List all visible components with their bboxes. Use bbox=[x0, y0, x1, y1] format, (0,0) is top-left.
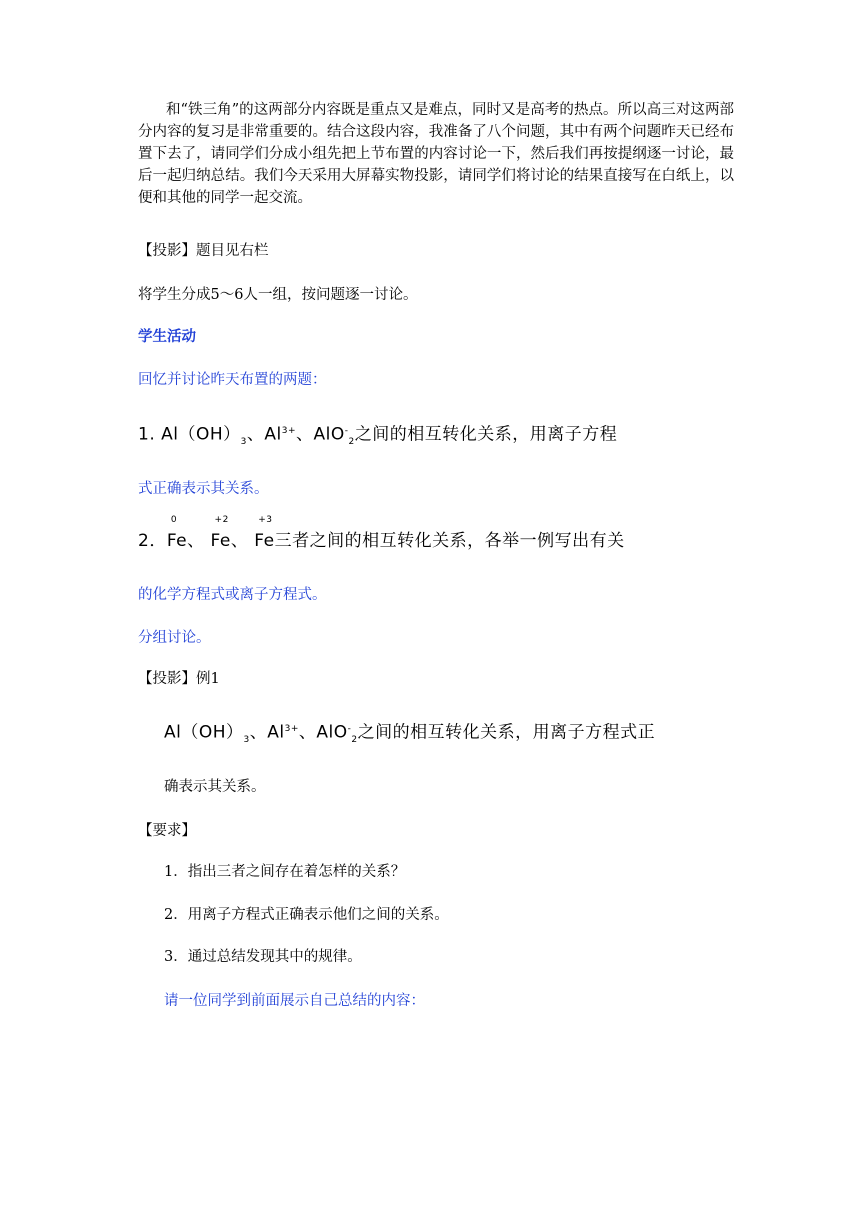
q1-sub-2: 2 bbox=[348, 437, 355, 448]
fe-plus2-text: Fe bbox=[210, 531, 231, 551]
q1-sup-3plus: 3+ bbox=[281, 426, 297, 436]
ex1-sup-minus: - bbox=[347, 724, 352, 734]
q1-number: 1. bbox=[138, 424, 162, 445]
q2-sep-1: 、 bbox=[187, 531, 211, 551]
group-discussion-note: 分组讨论。 bbox=[138, 630, 211, 646]
question-1-continuation: 式正确表示其关系。 bbox=[138, 481, 269, 497]
fe-0-oxidation-state: 0 bbox=[170, 515, 178, 525]
example-1-line bbox=[164, 718, 760, 751]
q1-al-oh: Al（OH） bbox=[161, 424, 241, 445]
q1-sup-minus: - bbox=[344, 426, 349, 436]
question-2-continuation: 的化学方程式或离子方程式。 bbox=[138, 587, 327, 603]
ex1-sup-3plus: 3+ bbox=[284, 724, 299, 734]
q1-sub-3: 3 bbox=[240, 437, 247, 448]
student-activity-heading: 学生活动 bbox=[138, 328, 196, 345]
fe-plus3-oxidation-state: +3 bbox=[258, 515, 273, 525]
requirement-item-3: 3．通过总结发现其中的规律。 bbox=[164, 949, 362, 965]
fe-plus2-symbol bbox=[210, 515, 231, 552]
grouping-instruction: 将学生分成5～6人一组，按问题逐一讨论。 bbox=[138, 287, 418, 303]
fe-0-symbol bbox=[166, 515, 188, 552]
q1-sep-1: 、 bbox=[246, 424, 265, 445]
recall-instruction: 回忆并讨论昨天布置的两题： bbox=[138, 372, 327, 388]
question-1-line bbox=[138, 420, 734, 453]
example-1-continuation: 确表示其关系。 bbox=[164, 779, 266, 795]
invite-student-note: 请一位同学到前面展示自己总结的内容： bbox=[164, 993, 425, 1009]
requirement-item-2: 2．用离子方程式正确表示他们之间的关系。 bbox=[164, 907, 449, 923]
ex1-sep-2: 、 bbox=[298, 722, 317, 743]
projection-note: 【投影】题目见右栏 bbox=[138, 243, 269, 259]
ex1-sub-2: 2 bbox=[351, 735, 358, 746]
ex1-al: Al bbox=[267, 722, 285, 743]
requirement-item-1: 1．指出三者之间存在着怎样的关系？ bbox=[164, 864, 406, 880]
question-2-line bbox=[138, 515, 734, 552]
fe-plus3-text: Fe bbox=[254, 531, 275, 551]
ex1-rest: 之间的相互转化关系，用离子方程式正 bbox=[357, 722, 656, 743]
q1-alo: AlO bbox=[313, 424, 345, 445]
q2-sep-2: 、 bbox=[230, 531, 255, 551]
q1-sep-2: 、 bbox=[296, 424, 314, 445]
q1-rest: 之间的相互转化关系，用离子方程 bbox=[354, 424, 618, 445]
ex1-sep-1: 、 bbox=[249, 722, 268, 743]
q2-rest: 三者之间的相互转化关系，各举一例写出有关 bbox=[274, 531, 625, 551]
intro-paragraph: 和“铁三角”的这两部分内容既是重点又是难点，同时又是高考的热点。所以高三对这两部分内容的复习是非常重要的。结合这段内容，我准备了八个问题，其中有两个问题昨天已经布置下去了，请同学们分成小组先把上节布置的内容讨论一下，然后我们再按提纲逐一讨论，最后一起归纳总结。我们今天采用大屏幕实物投影，请同学们将讨论的结果直接写在白纸上，以便和其他的同学一起交流。 bbox=[138, 102, 734, 206]
fe-plus3-symbol bbox=[254, 515, 275, 552]
q1-al: Al bbox=[264, 424, 282, 445]
requirement-heading: 【要求】 bbox=[138, 823, 196, 839]
fe-0-text: Fe bbox=[166, 531, 188, 551]
ex1-sub-3: 3 bbox=[243, 735, 250, 746]
projection-example-1: 【投影】例1 bbox=[138, 671, 220, 687]
fe-plus2-oxidation-state: +2 bbox=[214, 515, 229, 525]
ex1-al-oh: Al（OH） bbox=[164, 722, 244, 743]
ex1-alo: AlO bbox=[316, 722, 348, 743]
q2-number: 2． bbox=[138, 531, 167, 551]
